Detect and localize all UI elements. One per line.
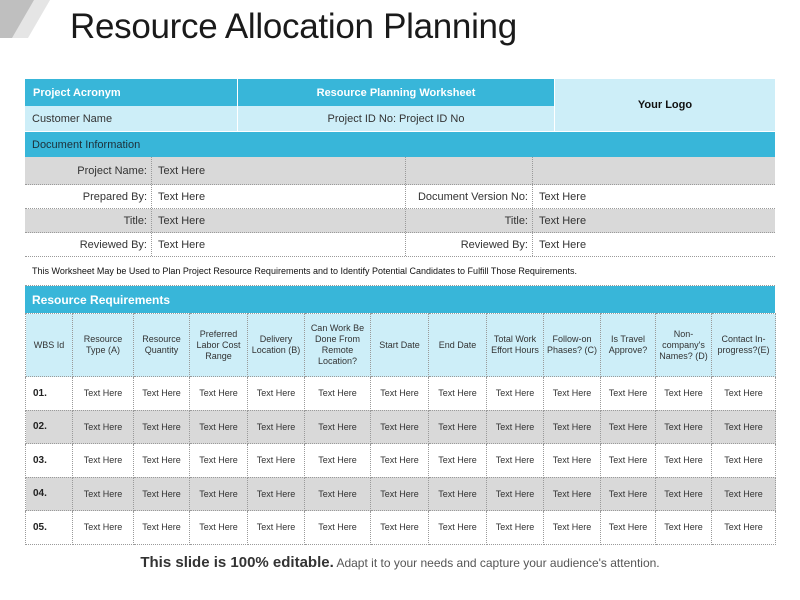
table-cell[interactable]: Text Here — [248, 511, 305, 545]
table-cell[interactable]: Text Here — [134, 410, 190, 444]
table-cell[interactable]: Text Here — [134, 511, 190, 545]
table-body — [26, 377, 776, 545]
column-header: Preferred Labor Cost Range — [190, 314, 248, 377]
wbs-id-cell: 04. — [26, 477, 73, 511]
table-cell[interactable]: Text Here — [712, 477, 776, 511]
table-cell[interactable]: Text Here — [487, 511, 544, 545]
table-cell[interactable]: Text Here — [544, 410, 601, 444]
resource-worksheet — [25, 79, 775, 545]
table-cell[interactable]: Text Here — [134, 477, 190, 511]
table-cell[interactable]: Text Here — [544, 444, 601, 478]
table-cell[interactable]: Text Here — [73, 477, 134, 511]
table-cell[interactable]: Text Here — [73, 444, 134, 478]
table-cell[interactable]: Text Here — [429, 444, 487, 478]
wbs-id-cell: 03. — [26, 444, 73, 478]
column-header: Start Date — [371, 314, 429, 377]
table-cell[interactable]: Text Here — [487, 444, 544, 478]
wbs-id-cell: 02. — [26, 410, 73, 444]
info-value[interactable]: Text Here — [539, 190, 587, 203]
table-cell[interactable]: Text Here — [656, 410, 712, 444]
table-cell[interactable]: Text Here — [656, 377, 712, 411]
info-value[interactable]: Text Here — [152, 233, 406, 256]
wbs-id-cell: 05. — [26, 511, 73, 545]
table-cell[interactable]: Text Here — [305, 477, 371, 511]
table-cell[interactable]: Text Here — [248, 377, 305, 411]
worksheet-header — [25, 79, 775, 131]
table-cell[interactable]: Text Here — [544, 511, 601, 545]
info-row-project-name — [25, 157, 775, 185]
table-cell[interactable]: Text Here — [601, 444, 656, 478]
table-cell[interactable]: Text Here — [190, 477, 248, 511]
corner-decoration — [0, 0, 60, 40]
table-cell[interactable]: Text Here — [601, 410, 656, 444]
table-cell[interactable]: Text Here — [656, 511, 712, 545]
document-information-heading: Document Information — [25, 132, 775, 157]
resource-requirements-table — [25, 313, 776, 545]
table-cell[interactable]: Text Here — [248, 477, 305, 511]
table-cell[interactable]: Text Here — [190, 444, 248, 478]
table-cell[interactable]: Text Here — [371, 410, 429, 444]
column-header: Follow-on Phases? (C) — [544, 314, 601, 377]
table-row — [26, 511, 776, 545]
table-row — [26, 444, 776, 478]
table-cell[interactable]: Text Here — [73, 377, 134, 411]
info-row-title — [25, 209, 775, 233]
info-label: Reviewed By: — [406, 233, 533, 256]
project-id-field[interactable]: Project ID No: Project ID No — [237, 106, 554, 131]
column-header: WBS Id — [26, 314, 73, 377]
info-row-reviewed-by — [25, 233, 775, 257]
info-label: Title: — [406, 209, 533, 232]
table-cell[interactable]: Text Here — [73, 511, 134, 545]
info-value[interactable]: Text Here — [152, 185, 406, 208]
table-cell[interactable]: Text Here — [601, 377, 656, 411]
table-cell[interactable]: Text Here — [429, 477, 487, 511]
table-cell[interactable]: Text Here — [190, 377, 248, 411]
info-value[interactable]: Text Here — [152, 157, 406, 184]
column-header: Delivery Location (B) — [248, 314, 305, 377]
table-cell[interactable]: Text Here — [190, 511, 248, 545]
table-cell[interactable]: Text Here — [487, 477, 544, 511]
footer-text: Adapt it to your needs and capture your audience's attention. — [333, 556, 660, 570]
table-cell[interactable]: Text Here — [712, 444, 776, 478]
table-cell[interactable]: Text Here — [190, 410, 248, 444]
info-value[interactable]: Text Here — [539, 214, 587, 227]
table-cell[interactable]: Text Here — [73, 410, 134, 444]
table-cell[interactable]: Text Here — [134, 377, 190, 411]
table-row — [26, 377, 776, 411]
footer-bold-text: This slide is 100% editable. — [140, 554, 334, 571]
table-cell[interactable]: Text Here — [371, 511, 429, 545]
info-label: Prepared By: — [25, 185, 152, 208]
info-label: Document Version No: — [406, 185, 533, 208]
table-cell[interactable]: Text Here — [305, 444, 371, 478]
logo-placeholder[interactable]: Your Logo — [554, 79, 775, 131]
info-value[interactable]: Text Here — [152, 209, 406, 232]
column-header: Non-company's Names? (D) — [656, 314, 712, 377]
table-cell[interactable]: Text Here — [371, 477, 429, 511]
table-cell[interactable]: Text Here — [544, 377, 601, 411]
table-cell[interactable]: Text Here — [656, 444, 712, 478]
table-cell[interactable]: Text Here — [305, 410, 371, 444]
table-cell[interactable]: Text Here — [712, 511, 776, 545]
info-label: Reviewed By: — [25, 233, 152, 256]
table-cell[interactable]: Text Here — [248, 444, 305, 478]
table-cell[interactable]: Text Here — [429, 511, 487, 545]
footer-caption — [0, 554, 800, 571]
customer-name-field[interactable]: Customer Name — [25, 106, 237, 131]
column-header: Is Travel Approve? — [601, 314, 656, 377]
table-cell[interactable]: Text Here — [305, 377, 371, 411]
table-cell[interactable]: Text Here — [712, 377, 776, 411]
page-title: Resource Allocation Planning — [70, 7, 517, 46]
project-acronym-label: Project Acronym — [25, 79, 237, 106]
table-cell[interactable]: Text Here — [371, 444, 429, 478]
table-cell[interactable]: Text Here — [371, 377, 429, 411]
column-header: Resource Type (A) — [73, 314, 134, 377]
table-cell[interactable]: Text Here — [305, 511, 371, 545]
table-row — [26, 477, 776, 511]
column-header: End Date — [429, 314, 487, 377]
table-cell[interactable]: Text Here — [601, 511, 656, 545]
table-cell[interactable]: Text Here — [487, 410, 544, 444]
column-header: Contact In-progress?(E) — [712, 314, 776, 377]
table-header-row — [26, 314, 776, 377]
table-cell[interactable]: Text Here — [429, 377, 487, 411]
table-row — [26, 410, 776, 444]
table-cell[interactable]: Text Here — [544, 477, 601, 511]
resource-requirements-heading: Resource Requirements — [25, 286, 775, 313]
info-value[interactable] — [533, 157, 775, 184]
column-header: Total Work Effort Hours — [487, 314, 544, 377]
table-cell[interactable]: Text Here — [656, 477, 712, 511]
worksheet-note: This Worksheet May be Used to Plan Project Resource Requirements and to Identify Potential Candidates to Fulfill Those Requirements. — [25, 257, 775, 286]
table-cell[interactable]: Text Here — [429, 410, 487, 444]
table-cell[interactable]: Text Here — [712, 410, 776, 444]
table-cell[interactable]: Text Here — [134, 444, 190, 478]
info-value[interactable]: Text Here — [539, 238, 587, 251]
info-label: Project Name: — [25, 157, 152, 184]
column-header: Can Work Be Done From Remote Location? — [305, 314, 371, 377]
column-header: Resource Quantity — [134, 314, 190, 377]
table-cell[interactable]: Text Here — [601, 477, 656, 511]
info-label: Title: — [25, 209, 152, 232]
table-cell[interactable]: Text Here — [487, 377, 544, 411]
info-label — [406, 157, 533, 184]
worksheet-title: Resource Planning Worksheet — [237, 79, 554, 106]
info-row-prepared-by — [25, 185, 775, 209]
table-cell[interactable]: Text Here — [248, 410, 305, 444]
wbs-id-cell: 01. — [26, 377, 73, 411]
